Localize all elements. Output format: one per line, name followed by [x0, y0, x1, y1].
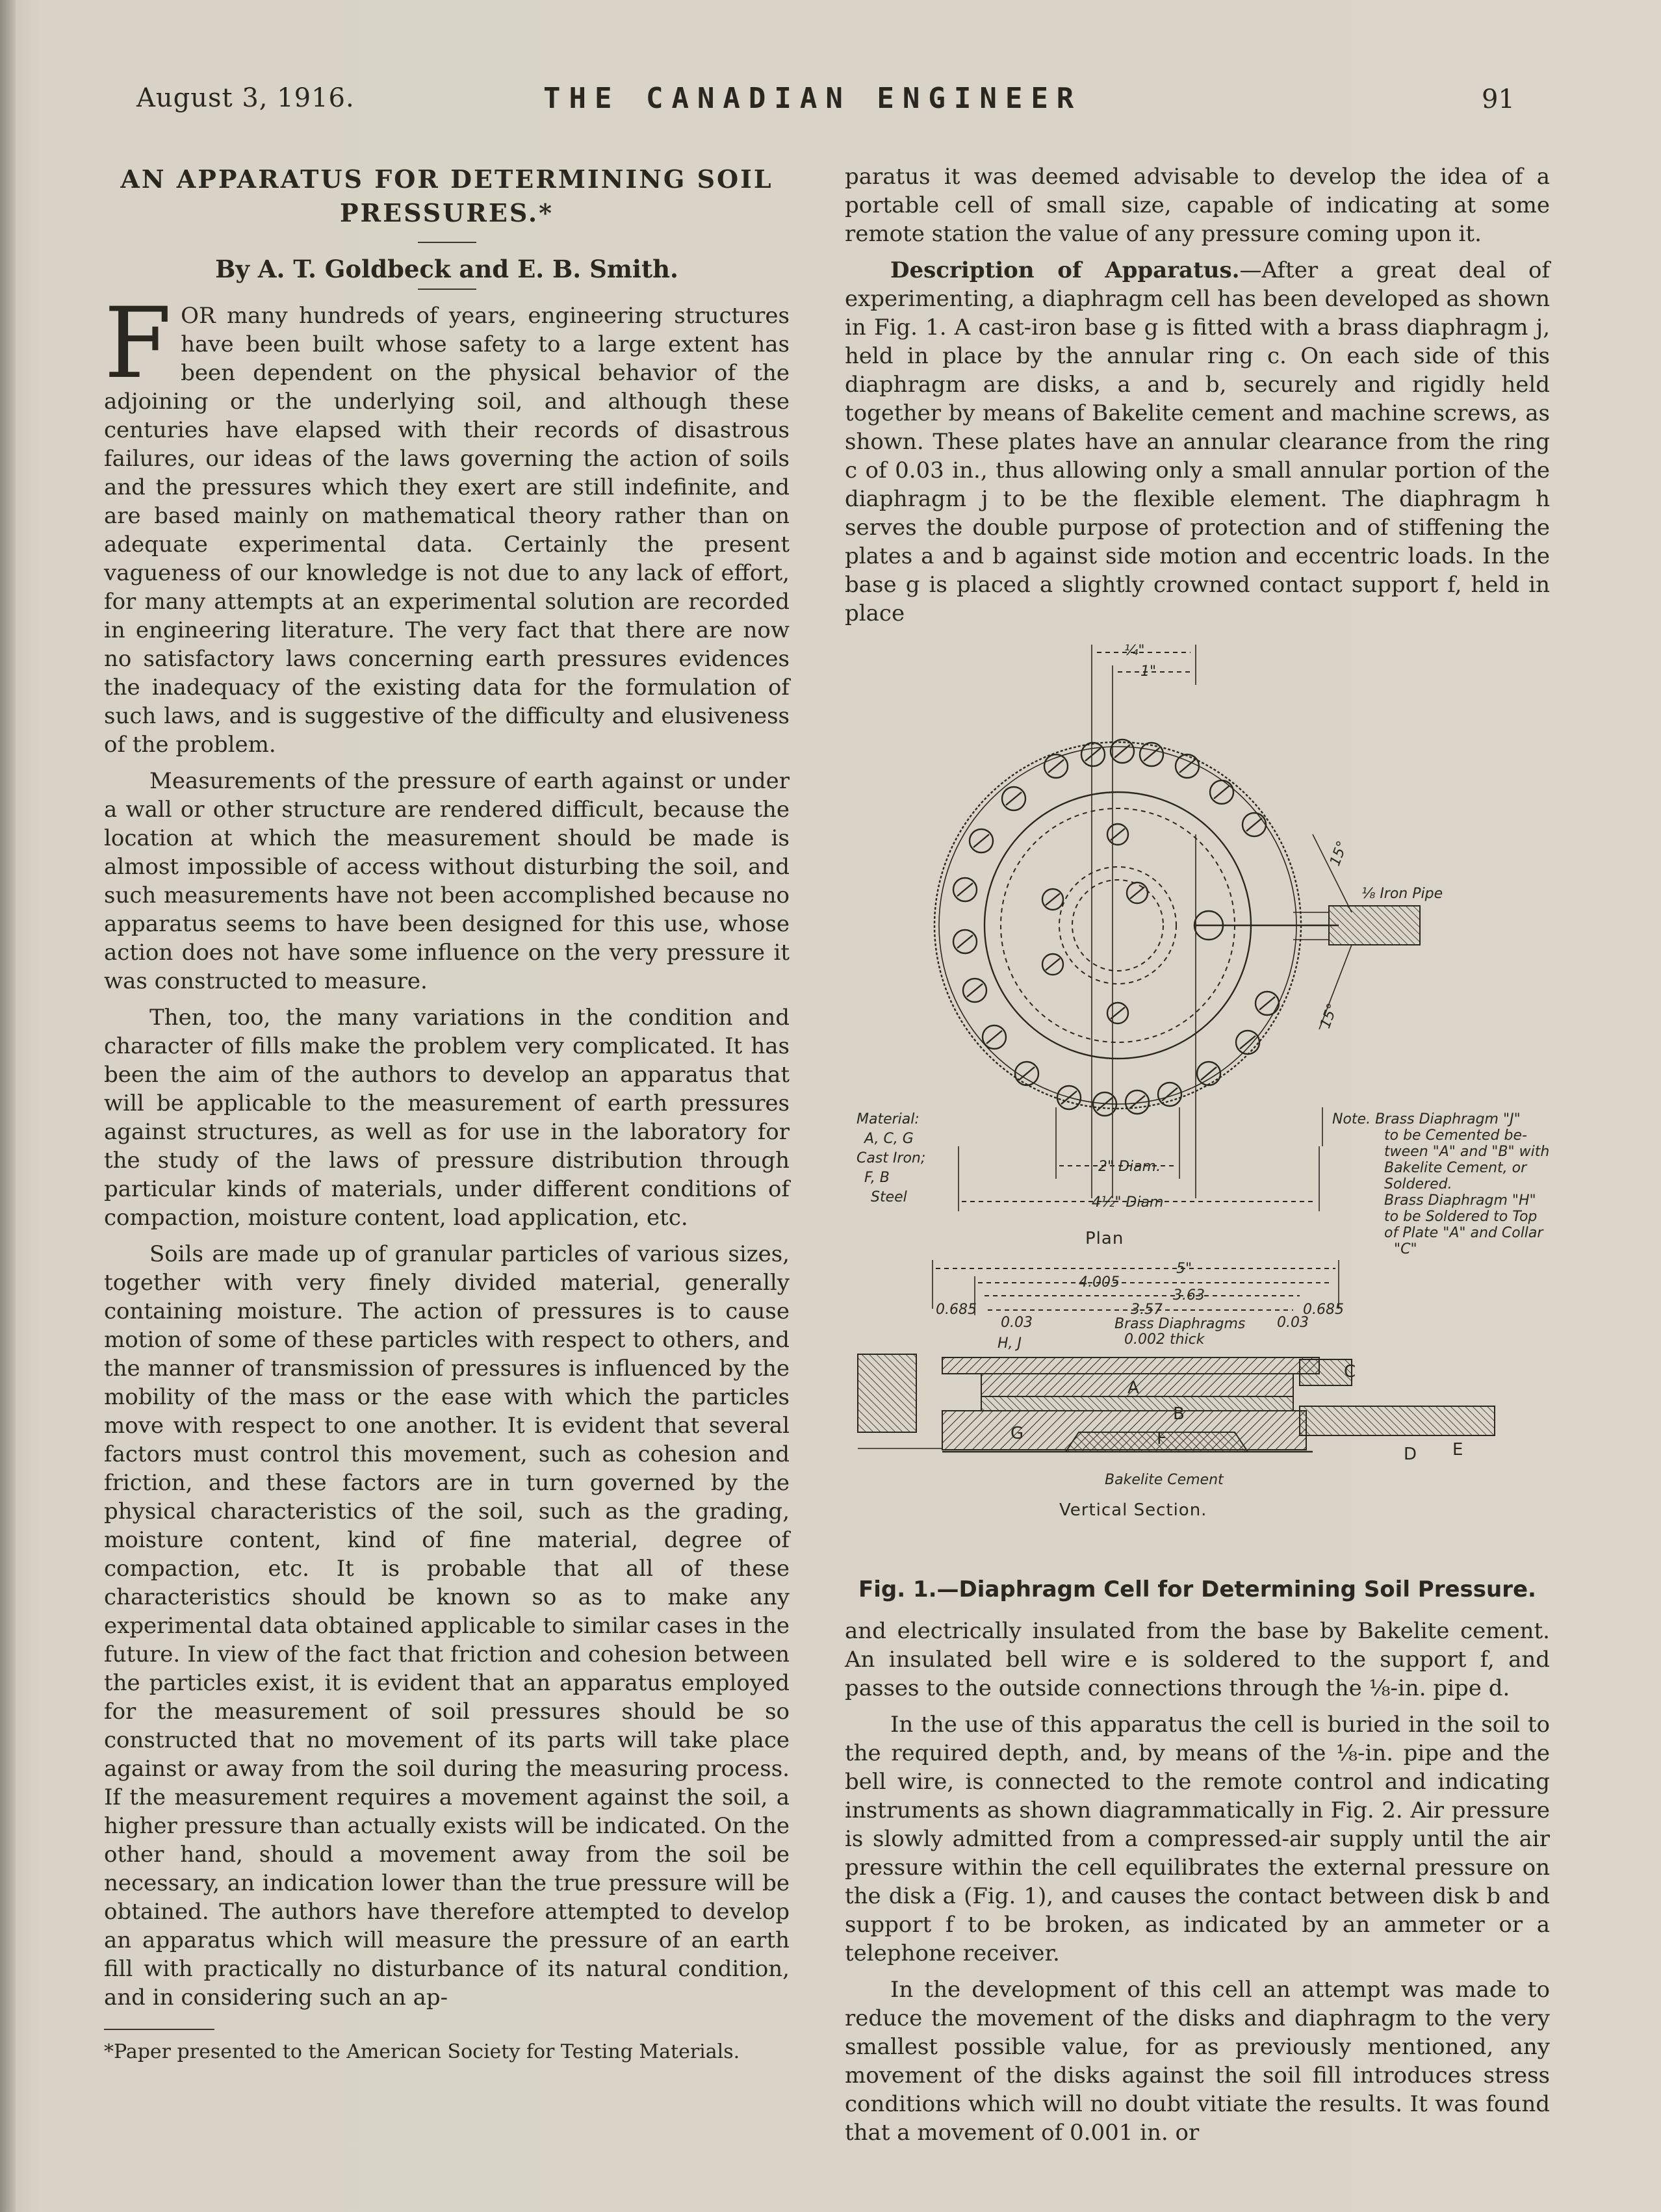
- right-column: [845, 162, 1550, 2155]
- dim-363: 3.63: [1173, 1287, 1205, 1304]
- byline-rule: [418, 289, 476, 290]
- vertical-section-label: Vertical Section.: [1059, 1500, 1207, 1520]
- title-rule: [418, 242, 476, 243]
- figure-1: [845, 639, 1550, 1569]
- page-binding-shadow: [0, 0, 16, 2212]
- part-letter-d: D: [1404, 1445, 1418, 1464]
- part-letter-e: E: [1452, 1440, 1464, 1460]
- dim-four-half-diam: 4½" Diam: [1092, 1194, 1164, 1211]
- pipe-label: ⅛ Iron Pipe: [1361, 886, 1443, 902]
- vertical-section: [858, 1354, 1495, 1520]
- diaphragm-note: [1322, 1107, 1549, 1257]
- paragraph-7: and electrically insulated from the base by Bakelite cement. An insulated bell wire e is soldered to the support f, and passes to the outside connections through the ⅛-in. pipe d.: [845, 1618, 1550, 1701]
- paragraph-6: [845, 256, 1550, 628]
- section-dimensions: [933, 1260, 1344, 1352]
- bakelite-label: Bakelite Cement: [1105, 1472, 1224, 1488]
- note-line-5: Soldered.: [1384, 1176, 1452, 1192]
- article-title: [104, 162, 790, 230]
- paragraph-2: Measurements of the pressure of earth against or under a wall or other structure are rendered difficult, because the location at which the measurement should be made is almost impossible of access without disturbing the soil, and such measurements have not been accomplished because no apparatus seems to have been designed for this use, whose action does not have some influence on the very pressure it was constructed to measure.: [104, 768, 790, 994]
- dim-4005: 4.005: [1079, 1274, 1120, 1291]
- part-letter-g: G: [1011, 1424, 1025, 1443]
- dim-003-left: 0.03: [1001, 1315, 1033, 1331]
- note-line-2: to be Cemented be-: [1384, 1127, 1527, 1144]
- material-line-2: A, C, G: [864, 1131, 914, 1147]
- material-line-3: Cast Iron;: [856, 1150, 926, 1166]
- material-line-4: F, B: [864, 1170, 890, 1186]
- note-line-1: Note. Brass Diaphragm "J": [1332, 1111, 1521, 1127]
- byline: By A. T. Goldbeck and E. B. Smith.: [215, 255, 678, 283]
- page-number: 91: [1482, 84, 1515, 114]
- paragraph-6-text: —After a great deal of experimenting, a diaphragm cell has been developed as shown in Fig. 1. A cast-iron base g is fitted with a brass diaphragm j, held in place by the annular ring c. On each side of this diaphragm are disks, a and b, securely and rigidly held together by means of Bakelite cement and machine screws, as shown. These plates have an annular clearance from the ring c of 0.03 in., thus allowing only a small annular portion of the diaphragm j to be the flexible element. The diaphragm h serves the double purpose of protection and of stiffening the plates a and b against side motion and eccentric loads. In the base g is placed a slightly crowned contact support f, held in place: [845, 257, 1550, 626]
- part-letter-b: B: [1173, 1404, 1185, 1424]
- angle-label-a: 15°: [1327, 838, 1351, 869]
- note-line-9: "C": [1394, 1241, 1417, 1257]
- material-line-1: Material:: [856, 1111, 920, 1127]
- plan-bottom-dimensions: [959, 1107, 1319, 1248]
- dim-five-inch: 5": [1176, 1261, 1192, 1277]
- running-head: [0, 77, 1661, 116]
- dim-one-inch: 1": [1140, 663, 1157, 680]
- title-line-1: AN APPARATUS FOR DETERMINING SOIL: [120, 164, 773, 194]
- section-heading: Description of Apparatus.: [890, 257, 1240, 283]
- issue-date: August 3, 1916.: [136, 83, 355, 113]
- drop-cap: F: [104, 287, 172, 400]
- dim-0685-left: 0.685: [936, 1302, 977, 1318]
- note-line-7: to be Soldered to Top: [1384, 1209, 1538, 1225]
- part-letter-f: F: [1157, 1429, 1167, 1448]
- angle-label-b: 15°: [1317, 1001, 1341, 1031]
- note-line-6: Brass Diaphragm "H": [1384, 1192, 1536, 1209]
- note-line-4: Bakelite Cement, or: [1384, 1160, 1527, 1176]
- paragraph-3: Then, too, the many variations in the condition and character of fills make the problem very complicated. It has been the aim of the authors to develop an apparatus that will be applicable to the measurement of earth pressures against structures, as well as for use in the laboratory for the study of the laws of pressure distribution through particular kinds of materials, under different conditions of compaction, moisture content, load application, etc.: [104, 1005, 790, 1231]
- paragraph-9: In the development of this cell an attempt was made to reduce the movement of the disks and diaphragm to the very smallest possible value, for as previously mentioned, any movement of the disks against the soil fill introduces stress conditions which will no doubt vitiate the results. It was found that a movement of 0.001 in. or: [845, 1977, 1550, 2146]
- dim-003-right: 0.03: [1277, 1315, 1309, 1331]
- paragraph-1: [104, 287, 790, 759]
- journal-title: THE CANADIAN ENGINEER: [543, 82, 1083, 115]
- dim-0685-right: 0.685: [1303, 1302, 1344, 1318]
- note-line-8: of Plate "A" and Collar: [1384, 1225, 1543, 1241]
- brass-label-2: 0.002 thick: [1124, 1331, 1205, 1348]
- dim-two-inch-diam: 2" Diam.: [1098, 1159, 1161, 1175]
- part-letter-c: C: [1344, 1362, 1357, 1382]
- paragraph-4: Soils are made up of granular particles of various sizes, together with very finely divided material, generally containing moisture. The action of pressures is to cause motion of some of these particles with respect to others, and the manner of transmission of pressures is influenced by the mobility of the mass or the ease with which the particles move with respect to one another. It is evident that several factors must control this movement, such as cohesion and friction, and these factors are in turn governed by the physical characteristics of the soil, such as the grading, moisture content, kind of fine material, degree of compaction, etc. It is probable that all of these characteristics should be known so as to make any experimental data obtained applicable to similar cases in the future. In view of the fact that friction and cohesion between the particles exist, it is evident that an apparatus employed for the measurement of soil pressures should be so constructed that no movement of its parts will take place against or away from the soil during the measuring process. If the measurement requires a movement against the soil, a higher pressure than actually exists will be indicated. On the other hand, should a movement away from the soil be necessary, an indication lower than the true pressure will be obtained. The authors have therefore attempted to develop an apparatus which will measure the pressure of an earth fill with practically no disturbance of its natural condition, and in considering such an ap-: [104, 1241, 790, 2011]
- paragraph-1-text: OR many hundreds of years, engineering structures have been built whose safety to a large extent has been dependent on the physical behavior of the adjoining or the underlying soil, and although these centuries have elapsed with their records of disastrous failures, our ideas of the laws governing the action of soils and the pressures which they exert are still indefinite, and are based mainly on mathematical theory rather than on adequate experimental data. Certainly the present vagueness of our knowledge is not due to any lack of effort, for many attempts at an experimental solution are recorded in engineering literature. The very fact that there are now no satisfactory laws concerning earth pressures evidences the inadequacy of the existing data for the formulation of such laws, and is suggestive of the difficulty and elusiveness of the problem.: [104, 303, 790, 758]
- brass-label-1: Brass Diaphragms: [1114, 1316, 1246, 1332]
- note-line-3: tween "A" and "B" with: [1384, 1144, 1550, 1160]
- material-note: [856, 1111, 925, 1205]
- paragraph-8: In the use of this apparatus the cell is buried in the soil to the required depth, and, by means of the ⅛-in. pipe and the bell wire, is connected to the remote control and indicating instruments as shown diagrammatically in Fig. 2. Air pressure is slowly admitted from a compressed-air supply until the air pressure within the cell equilibrates the external pressure on the disk a (Fig. 1), and causes the contact between disk b and support f to be broken, as indicated by an ammeter or a telephone receiver.: [845, 1712, 1550, 1966]
- dim-357: 3.57: [1131, 1302, 1163, 1318]
- hj-label: H, J: [998, 1335, 1022, 1352]
- left-column: [104, 162, 790, 2065]
- footnote: *Paper presented to the American Society for Testing Materials.: [104, 2040, 740, 2063]
- figure-caption: Fig. 1.—Diaphragm Cell for Determining Soil Pressure.: [858, 1576, 1536, 1602]
- footnote-rule: [104, 2029, 214, 2030]
- part-letter-a: A: [1127, 1378, 1140, 1398]
- plan-label: Plan: [1085, 1229, 1124, 1248]
- diaphragm-cell-drawing: [845, 639, 1550, 1569]
- title-line-2: PRESSURES.*: [339, 198, 554, 227]
- dim-quarter-inch: ¼": [1124, 643, 1145, 659]
- material-line-5: Steel: [871, 1189, 907, 1205]
- plan-top-dimensions: [1092, 643, 1196, 743]
- paragraph-5: paratus it was deemed advisable to develop the idea of a portable cell of small size, capable of indicating at some remote station the value of any pressure coming upon it.: [845, 164, 1550, 247]
